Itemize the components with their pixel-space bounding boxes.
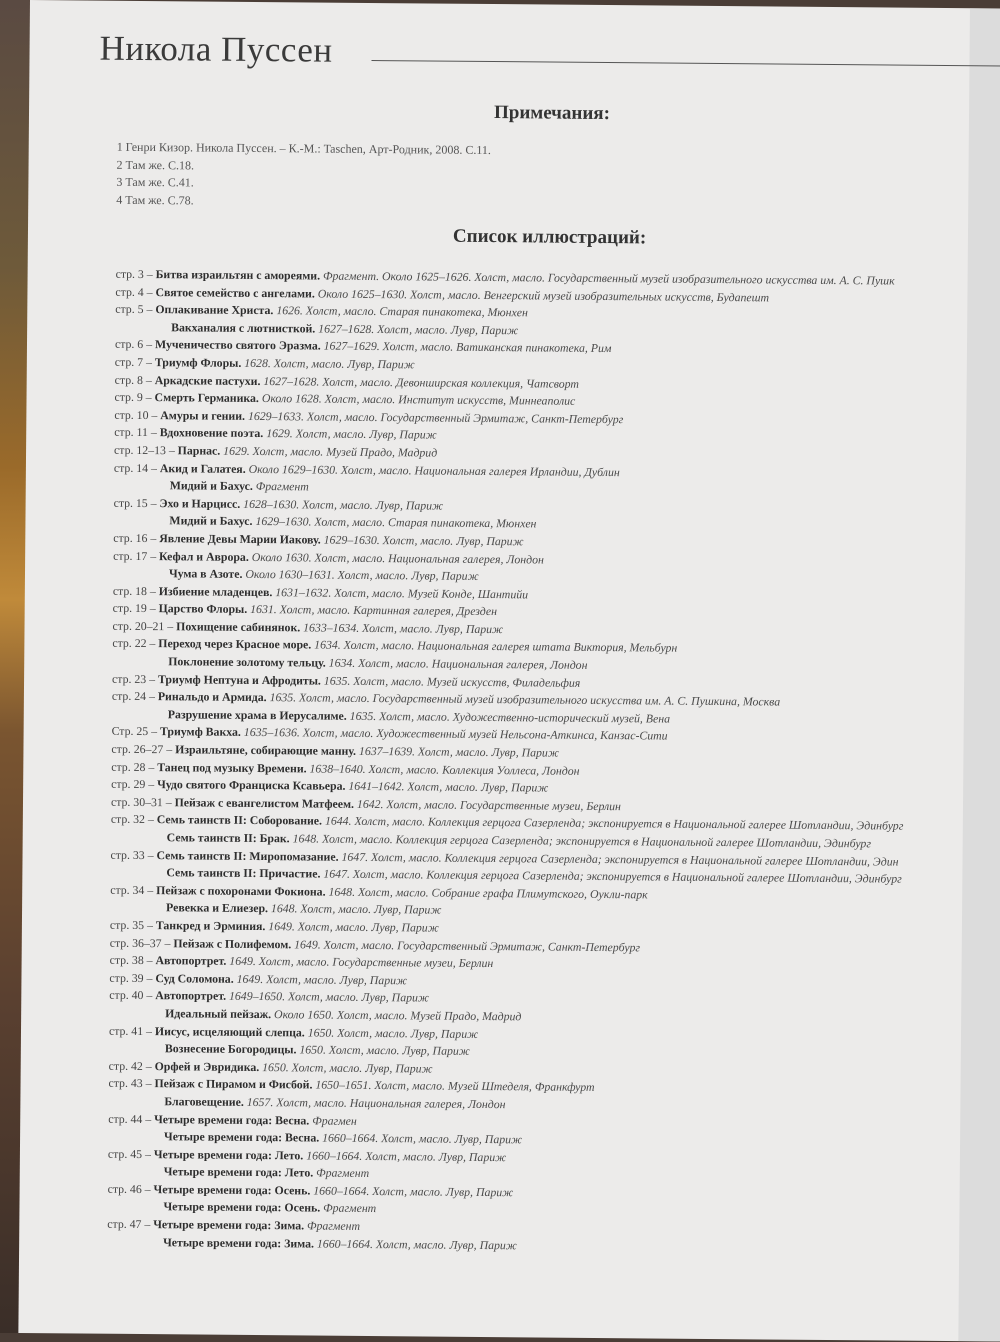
entry-page-number: стр. 34 –	[110, 883, 153, 897]
entry-title: Амуры и гении.	[160, 408, 245, 423]
entry-description: 1631. Холст, масло. Картинная галерея, Дрезден	[250, 602, 497, 618]
entry-page-number: стр. 40 –	[109, 988, 152, 1002]
entry-title: Чудо святого Франциска Ксавьера.	[157, 777, 346, 793]
entry-page-number: стр. 36–37 –	[110, 935, 171, 950]
entry-description: Фрагмент. Около 1625–1626. Холст, масло. Государственный музей изобразительного искусства им. А. С. Пушк	[323, 269, 895, 288]
entry-description: 1647. Холст, масло. Коллекция герцога Сазерленда; экспонируется в Национальной галерее Шотландии, Эдин	[341, 849, 898, 868]
entry-title: Четыре времени года: Зима.	[153, 1217, 304, 1232]
entry-page-number: стр. 33 –	[110, 847, 153, 861]
entry-title: Явление Девы Марии Иакову.	[159, 531, 321, 546]
entry-page-number: стр. 4 –	[115, 284, 152, 298]
entry-page-number: стр. 12–13 –	[114, 443, 175, 458]
entry-title: Акид и Галатея.	[160, 461, 246, 476]
entry-description: 1629. Холст, масло. Музей Прадо, Мадрид	[223, 444, 437, 460]
entry-description: Около 1628. Холст, масло. Институт искусств, Миннеаполис	[262, 391, 576, 408]
entry-page-number: стр. 30–31 –	[111, 795, 172, 810]
page-title: Никола Пуссен	[99, 29, 332, 71]
entry-description: Около 1650. Холст, масло. Музей Прадо, Мадрид	[274, 1007, 521, 1023]
entry-page-number: стр. 20–21 –	[112, 619, 173, 634]
entry-description: Фрагмент	[316, 1166, 369, 1180]
entry-title: Автопортрет.	[156, 953, 227, 968]
entry-description: Фрагмент	[307, 1219, 360, 1233]
entry-title: Танец под музыку Времени.	[157, 760, 306, 775]
entry-description: Около 1630–1631. Холст, масло. Лувр, Париж	[245, 567, 478, 583]
note-item: 2 Там же. С.18.	[116, 156, 490, 177]
entry-title: Оплакивание Христа.	[155, 302, 273, 317]
entry-description: 1629–1630. Холст, масло. Лувр, Париж	[324, 532, 524, 548]
entry-title: Иисус, исцеляющий слепца.	[155, 1024, 305, 1039]
book-page	[18, 0, 1000, 1342]
entry-title: Семь таинств II: Миропомазание.	[156, 848, 338, 864]
entry-page-number: стр. 44 –	[108, 1111, 151, 1125]
entry-title: Вдохновение поэта.	[160, 425, 264, 440]
entry-description: 1647. Холст, масло. Коллекция герцога Сазерленда; экспонируется в Национальной галерее Шотландии, Эдинбург	[323, 867, 901, 886]
entry-page-number: стр. 5 –	[115, 302, 152, 316]
entry-title: Триумф Нептуна и Афродиты.	[158, 672, 321, 687]
entry-title: Триумф Вакха.	[160, 725, 241, 740]
note-item: 3 Там же. С.41.	[116, 174, 490, 195]
entry-page-number: стр. 39 –	[109, 970, 152, 984]
entry-title: Эхо и Нарцисс.	[159, 496, 240, 511]
entry-description: 1660–1664. Холст, масло. Лувр, Париж	[322, 1131, 522, 1147]
entry-description: 1629–1633. Холст, масло. Государственный Эрмитаж, Санкт-Петербург	[248, 409, 623, 426]
entry-page-number: стр. 19 –	[113, 601, 156, 615]
entry-page-number: стр. 38 –	[110, 953, 153, 967]
entry-title: Парнас.	[178, 443, 221, 457]
entry-title: Четыре времени года: Зима.	[163, 1235, 314, 1250]
entry-page-number: стр. 9 –	[114, 390, 151, 404]
entry-page-number: стр. 10 –	[114, 408, 157, 422]
entry-page-number: стр. 26–27 –	[111, 742, 172, 757]
entry-description: 1650. Холст, масло. Лувр, Париж	[299, 1043, 470, 1058]
entry-title: Пейзаж с Пирамом и Фисбой.	[154, 1076, 312, 1091]
entry-title: Четыре времени года: Весна.	[154, 1112, 309, 1127]
entry-description: 1633–1634. Холст, масло. Лувр, Париж	[303, 620, 503, 636]
entry-title: Чума в Азоте.	[169, 566, 243, 581]
entry-description: 1649. Холст, масло. Лувр, Париж	[268, 919, 439, 934]
entry-description: Фрагмен	[312, 1113, 357, 1127]
notes-heading: Примечания:	[494, 102, 610, 125]
entry-description: 1629–1630. Холст, масло. Старая пинакотека, Мюнхен	[255, 514, 536, 530]
entry-title: Вознесение Богородицы.	[165, 1041, 297, 1056]
entry-title: Идеальный пейзаж.	[165, 1006, 271, 1021]
note-item: 1 Генри Кизор. Никола Пуссен. – К.-М.: Taschen, Арт-Родник, 2008. С.11.	[117, 139, 491, 160]
entry-title: Четыре времени года: Лето.	[164, 1164, 314, 1179]
entry-page-number: стр. 16 –	[113, 531, 156, 545]
entry-title: Четыре времени года: Весна.	[164, 1129, 319, 1144]
entry-description: 1641–1642. Холст, масло. Лувр, Париж	[348, 779, 548, 795]
entry-title: Автопортрет.	[155, 988, 226, 1003]
entry-title: Орфей и Эвридика.	[155, 1059, 260, 1074]
entry-title: Поклонение золотому тельцу.	[168, 654, 326, 669]
entry-page-number: стр. 8 –	[115, 372, 152, 386]
entry-page-number: стр. 18 –	[113, 583, 156, 597]
entry-description: 1635–1636. Холст, масло. Художественный музей Нельсона-Аткинса, Канзас-Сити	[244, 725, 668, 743]
entry-title: Царство Флоры.	[159, 601, 248, 616]
entry-description: 1627–1628. Холст, масло. Девонширская коллекция, Чатсворт	[263, 374, 579, 391]
entry-description: 1634. Холст, масло. Национальная галерея, Лондон	[329, 656, 588, 672]
entry-title: Мученичество святого Эразма.	[155, 337, 321, 352]
entry-description: 1648. Холст, масло. Собрание графа Плимутского, Оукли-парк	[328, 884, 647, 901]
entry-page-number: стр. 43 –	[108, 1076, 151, 1090]
entry-description: 1644. Холст, масло. Коллекция герцога Сазерленда; экспонируется в Национальной галерее Шотландии, Эдинбург	[325, 814, 903, 833]
entry-page-number: стр. 32 –	[111, 812, 154, 826]
entry-title: Семь таинств II: Причастие.	[166, 865, 320, 880]
note-item: 4 Там же. С.78.	[116, 191, 490, 212]
entry-page-number: стр. 22 –	[112, 636, 155, 650]
entry-title: Ревекка и Елиезер.	[166, 901, 268, 916]
page-header	[99, 29, 979, 87]
entry-description: Около 1629–1630. Холст, масло. Национальная галерея Ирландии, Дублин	[249, 461, 620, 478]
entry-title: Святое семейство с ангелами.	[155, 285, 314, 300]
entry-description: 1627–1628. Холст, масло. Лувр, Париж	[318, 321, 518, 337]
entry-page-number: стр. 42 –	[109, 1058, 152, 1072]
entry-description: 1648. Холст, масло. Коллекция герцога Сазерленда; экспонируется в Национальной галерее Шотландии, Эдинбург	[293, 831, 871, 850]
entry-page-number: Стр. 25 –	[112, 724, 158, 738]
entry-description: 1628. Холст, масло. Лувр, Париж	[244, 356, 415, 371]
entry-title: Кефал и Аврора.	[159, 549, 249, 564]
entry-description: 1629. Холст, масло. Лувр, Париж	[266, 426, 437, 441]
entry-description: 1649–1650. Холст, масло. Лувр, Париж	[229, 989, 429, 1005]
entry-page-number: стр. 14 –	[114, 460, 157, 474]
entry-description: 1627–1629. Холст, масло. Ватиканская пинакотека, Рим	[324, 339, 612, 356]
entry-title: Разрушение храма в Иерусалиме.	[168, 707, 347, 723]
entry-title: Переход через Красное море.	[158, 637, 311, 652]
entry-page-number: стр. 24 –	[112, 689, 155, 703]
entry-page-number: стр. 46 –	[108, 1182, 151, 1196]
header-rule	[371, 60, 1000, 67]
entry-title: Вакханалия с лютнисткой.	[171, 320, 315, 335]
entry-description: 1650. Холст, масло. Лувр, Париж	[262, 1060, 433, 1075]
entry-title: Пейзаж с Полифемом.	[173, 936, 291, 951]
entry-description: 1637–1639. Холст, масло. Лувр, Париж	[359, 744, 559, 760]
entry-description: 1650. Холст, масло. Лувр, Париж	[308, 1025, 479, 1040]
entry-page-number: стр. 47 –	[107, 1217, 150, 1231]
entry-title: Аркадские пастухи.	[155, 373, 261, 388]
page-edge	[958, 8, 1000, 1341]
entry-page-number: стр. 35 –	[110, 918, 153, 932]
entry-title: Благовещение.	[164, 1094, 244, 1109]
entry-page-number: стр. 23 –	[112, 671, 155, 685]
entry-description: 1660–1664. Холст, масло. Лувр, Париж	[313, 1183, 513, 1199]
entry-description: 1660–1664. Холст, масло. Лувр, Париж	[306, 1148, 506, 1164]
entry-description: 1634. Холст, масло. Национальная галерея штата Виктория, Мельбурн	[314, 638, 677, 655]
entry-description: Около 1625–1630. Холст, масло. Венгерский музей изобразительных искусств, Будапешт	[318, 286, 769, 304]
entry-title: Избиение младенцев.	[159, 584, 273, 599]
entry-description: 1635. Холст, масло. Музей искусств, Филадельфия	[324, 673, 581, 689]
entry-page-number: стр. 41 –	[109, 1023, 152, 1037]
entry-description: Фрагмент	[323, 1201, 376, 1215]
entry-description: 1635. Холст, масло. Государственный музей изобразительного искусства им. А. С. Пушкина, Москва	[270, 690, 781, 708]
illustrations-heading: Список иллюстраций:	[453, 226, 646, 250]
entry-page-number: стр. 6 –	[115, 337, 152, 351]
entry-page-number: стр. 29 –	[111, 777, 154, 791]
entry-description: 1638–1640. Холст, масло. Коллекция Уоллеса, Лондон	[310, 761, 580, 777]
entry-title: Четыре времени года: Осень.	[154, 1182, 311, 1197]
entry-description: 1649. Холст, масло. Лувр, Париж	[237, 972, 408, 987]
entry-title: Четыре времени года: Лето.	[154, 1147, 304, 1162]
entry-description: 1635. Холст, масло. Художественно-исторический музей, Вена	[350, 709, 670, 726]
entry-description: 1648. Холст, масло. Лувр, Париж	[271, 902, 442, 917]
entry-page-number: стр. 3 –	[116, 267, 153, 281]
entry-title: Израильтяне, собирающие манну.	[175, 742, 356, 758]
entry-title: Триумф Флоры.	[155, 355, 242, 370]
entry-page-number: стр. 11 –	[114, 425, 157, 439]
entry-title: Суд Соломона.	[155, 971, 233, 986]
entry-title: Мидий и Бахус.	[170, 478, 253, 493]
entry-title: Танкред и Эрминия.	[156, 918, 266, 933]
entry-title: Пейзаж с евангелистом Матфеем.	[175, 795, 354, 811]
entry-title: Пейзаж с похоронами Фокиона.	[156, 883, 326, 898]
entry-title: Похищение сабинянок.	[176, 619, 300, 634]
entry-title: Ринальдо и Армида.	[158, 689, 267, 704]
entry-description: 1657. Холст, масло. Национальная галерея, Лондон	[247, 1095, 506, 1111]
entry-description: 1649. Холст, масло. Государственный Эрмитаж, Санкт-Петербург	[294, 937, 640, 954]
entry-description: 1628–1630. Холст, масло. Лувр, Париж	[243, 497, 443, 513]
entry-description: Около 1630. Холст, масло. Национальная галерея, Лондон	[252, 549, 544, 566]
entry-page-number: стр. 45 –	[108, 1146, 151, 1160]
entry-page-number: стр. 17 –	[113, 548, 156, 562]
entry-description: 1626. Холст, масло. Старая пинакотека, Мюнхен	[276, 303, 528, 319]
entry-title: Мидий и Бахус.	[169, 514, 252, 529]
entry-title: Четыре времени года: Осень.	[163, 1200, 320, 1215]
entry-description: 1642. Холст, масло. Государственные музеи, Берлин	[357, 797, 621, 813]
entry-description: Фрагмент	[256, 479, 309, 493]
entry-title: Семь таинств II: Соборование.	[157, 813, 322, 828]
entry-page-number: стр. 7 –	[115, 355, 152, 369]
entry-description: 1649. Холст, масло. Государственные музеи, Берлин	[229, 954, 493, 970]
entry-description: 1660–1664. Холст, масло. Лувр, Париж	[317, 1236, 517, 1252]
illustrations-list	[107, 266, 908, 1258]
entry-description: 1650–1651. Холст, масло. Музей Штеделя, Франкфурт	[315, 1078, 594, 1094]
entry-page-number: стр. 28 –	[111, 759, 154, 773]
entry-title: Смерть Германика.	[155, 390, 259, 405]
entry-title: Битва израильтян с амореями.	[156, 267, 321, 282]
entry-description: 1631–1632. Холст, масло. Музей Конде, Шантийи	[275, 585, 528, 601]
entry-title: Семь таинств II: Брак.	[167, 830, 290, 845]
notes-list	[116, 139, 491, 212]
entry-page-number: стр. 15 –	[114, 495, 157, 509]
